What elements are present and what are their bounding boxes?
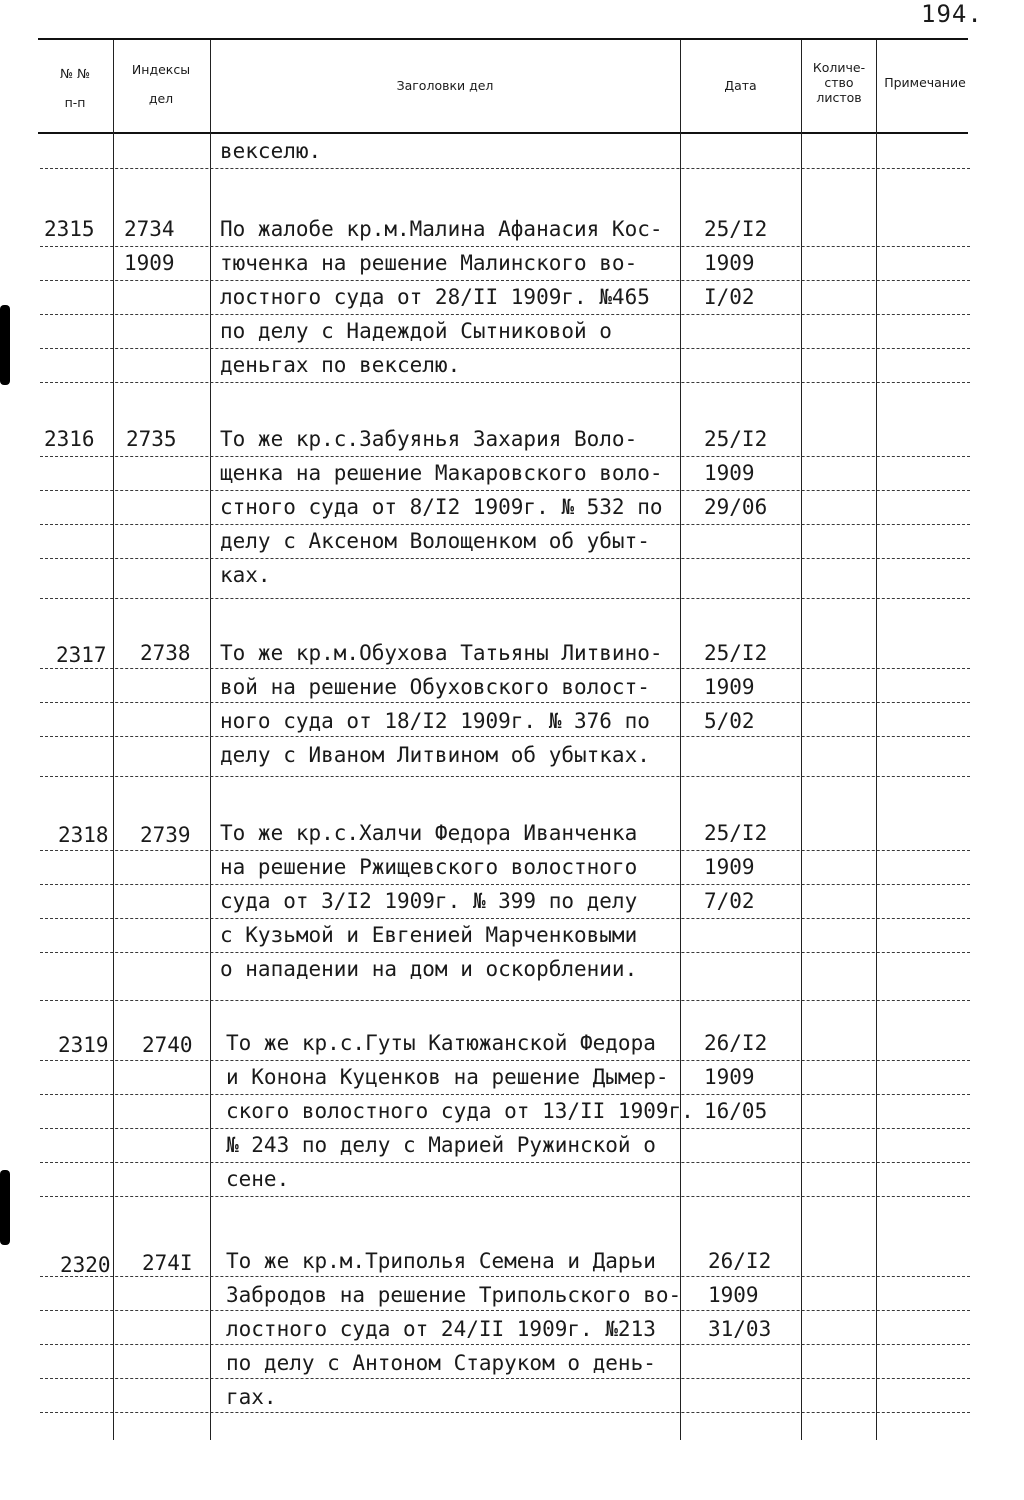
ruled-line	[40, 168, 970, 169]
entry-date: 25/I2 1909 7/02	[704, 821, 768, 913]
entry-date: 25/I2 1909 I/02	[704, 217, 768, 309]
column-rule	[113, 40, 114, 1440]
entry-title: То же кр.с.Гуты Катюжанской Федора и Конона Куценков на решение Дымер- ского волостного суда от 13/II 1909г. № 243 по делу с Марией Ружинской о сене.	[226, 1031, 694, 1191]
entry-date: 25/I2 1909 5/02	[704, 641, 768, 733]
entry-number: 2315	[44, 217, 95, 241]
entry-index: 274I	[142, 1251, 193, 1275]
page-number: 194.	[921, 0, 983, 28]
header-col-date: Дата	[724, 78, 757, 93]
ruled-line	[40, 382, 970, 383]
scan-edge-mark	[0, 305, 10, 385]
header-col-number: № № п-п	[60, 66, 90, 110]
ruled-line	[40, 1000, 970, 1001]
entry-number: 2318	[58, 823, 109, 847]
entry-number: 2316	[44, 427, 95, 451]
entry-date: 26/I2 1909 31/03	[708, 1249, 772, 1341]
column-rule	[876, 40, 877, 1440]
column-rule	[680, 40, 681, 1440]
entry-date: 26/I2 1909 16/05	[704, 1031, 768, 1123]
ruled-line	[40, 1196, 970, 1197]
header-bottom-rule	[38, 132, 968, 134]
entry-index: 2739	[140, 823, 191, 847]
entry-index: 2740	[142, 1033, 193, 1057]
entry-index: 2735	[126, 427, 177, 451]
entry-index-year: 1909	[124, 251, 175, 275]
column-rule	[210, 40, 211, 1440]
entry-title: То же кр.м.Обухова Татьяны Литвино- вой на решение Обуховского волост- ного суда от 18/I2 1909г. № 376 по делу с Иваном Литвином об убытках.	[220, 641, 663, 767]
column-rule	[801, 40, 802, 1440]
header-col-sheets: Количе- ство листов	[812, 60, 866, 105]
entry-number: 2319	[58, 1033, 109, 1057]
scan-edge-mark	[0, 1170, 10, 1245]
entry-title: По жалобе кр.м.Малина Афанасия Кос- тюченка на решение Малинского во- лостного суда от 28/II 1909г. №465 по делу с Надеждой Сытниковой о деньгах по векселю.	[220, 217, 663, 377]
header-col-index: Индексы дел	[131, 62, 191, 106]
entry-date: 25/I2 1909 29/06	[704, 427, 768, 519]
entry-number: 2320	[60, 1253, 111, 1277]
entry-title: То же кр.м.Триполья Семена и Дарьи Забродов на решение Трипольского во- лостного суда от 24/II 1909г. №213 по делу с Антоном Старуком о день- гах.	[226, 1249, 682, 1409]
ruled-line	[40, 598, 970, 599]
entry-number: 2317	[56, 643, 107, 667]
header-col-note: Примечание	[884, 75, 966, 90]
entry-title: То же кр.с.Забуянья Захария Воло- щенка на решение Макаровского воло- стного суда от 8/I2 1909г. № 532 по делу с Аксеном Волощенком об убыт- ках.	[220, 427, 663, 587]
entry-index: 2738	[140, 641, 191, 665]
entry-index: 2734	[124, 217, 175, 241]
header-col-title: Заголовки дел	[396, 78, 494, 93]
header-top-rule	[38, 38, 968, 40]
ruled-line	[40, 776, 970, 777]
carryover-text: векселю.	[220, 139, 322, 163]
entry-title: То же кр.с.Халчи Федора Иванченка на решение Ржищевского волостного суда от 3/I2 1909г. № 399 по делу с Кузьмой и Евгенией Марченковыми о нападении на дом и оскорблении.	[220, 821, 638, 981]
